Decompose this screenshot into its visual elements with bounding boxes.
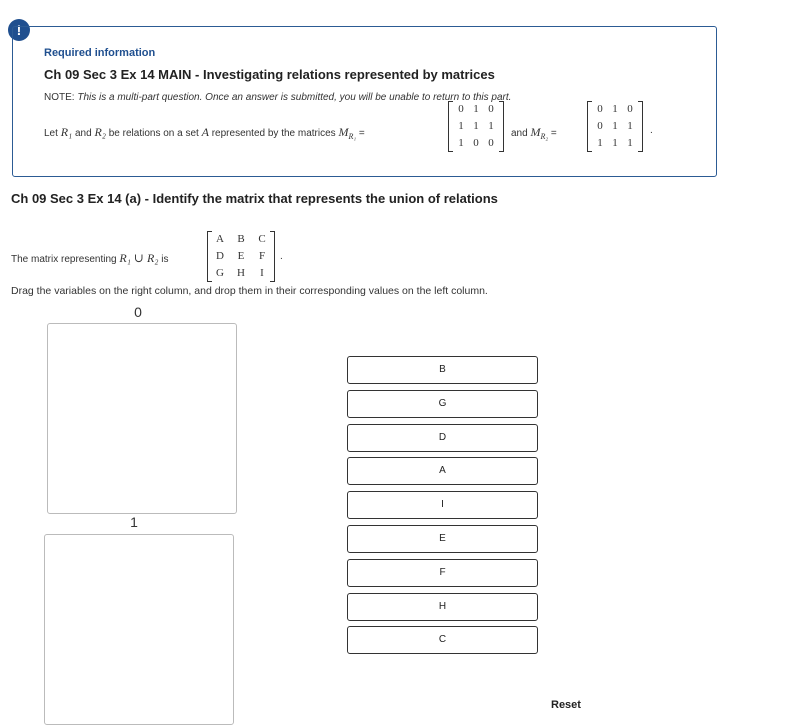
matrix_r1-cell: 0: [458, 103, 464, 115]
drag-tile-e[interactable]: E: [347, 525, 538, 553]
drag-tile-g[interactable]: G: [347, 390, 538, 418]
drop-label-1: 1: [130, 514, 138, 530]
answer-cell: B: [237, 233, 245, 245]
matrix_r2-row: [587, 101, 643, 118]
matrix_r1-cell: 0: [488, 103, 494, 115]
answer-cell: H: [237, 267, 245, 279]
drag-tile-a[interactable]: A: [347, 457, 538, 485]
note-text: [44, 92, 511, 103]
answer-cell: D: [216, 250, 224, 262]
answer-matrix: [207, 231, 275, 282]
part-a-heading: Ch 09 Sec 3 Ex 14 (a) - Identify the matrix that represents the union of relations: [11, 191, 498, 206]
matrix_r2-row: [587, 135, 643, 152]
matrix_r1-cell: 0: [473, 137, 479, 149]
matrix_r1-cell: 1: [473, 103, 479, 115]
matrix_r2-cell: 0: [627, 103, 633, 115]
note-prefix: NOTE:: [44, 92, 75, 103]
answer-cell: F: [258, 250, 266, 262]
matrix_r1-cell: 1: [488, 120, 494, 132]
drag-tile-i[interactable]: I: [347, 491, 538, 519]
matrix_r1-cell: 0: [488, 137, 494, 149]
matrix_r2-cell: 1: [612, 120, 618, 132]
alert-icon: !: [8, 19, 30, 41]
drop-zone-0[interactable]: [47, 323, 237, 514]
relations-statement: Let R₁ and R₂ be relations on a set A represented by the matrices $M_{R_1}$ =: [44, 125, 365, 141]
union-statement: The matrix representing R₁ ∪ R₂ is: [11, 251, 169, 265]
answer-row: [207, 248, 275, 265]
required-info-box: [12, 26, 717, 177]
matrix-r1: [448, 101, 504, 152]
matrix_r2-cell: 1: [597, 137, 603, 149]
matrix_r1-row: [448, 118, 504, 135]
drop-label-0: 0: [134, 304, 142, 320]
matrix_r1-cell: 1: [458, 120, 464, 132]
drag-tile-b[interactable]: B: [347, 356, 538, 384]
relations-period: .: [650, 125, 653, 136]
reset-button[interactable]: Reset: [551, 699, 581, 711]
answer-cell: A: [216, 233, 224, 245]
answer-cell: C: [258, 233, 266, 245]
answer-row: [207, 231, 275, 248]
matrix-r2: [587, 101, 643, 152]
answer-cell: G: [216, 267, 224, 279]
drag-tile-f[interactable]: F: [347, 559, 538, 587]
drag-instructions: Drag the variables on the right column, and drop them in their corresponding values on the left column.: [11, 285, 488, 297]
answer-cell: E: [237, 250, 245, 262]
answer-cell: I: [260, 267, 264, 279]
drag-tile-c[interactable]: C: [347, 626, 538, 654]
and-mr2-label: and $M_{R_2}$ =: [511, 125, 557, 141]
note-body: This is a multi-part question. Once an answer is submitted, you will be unable to return to this part.: [77, 92, 512, 103]
matrix_r2-cell: 1: [612, 103, 618, 115]
matrix_r2-cell: 0: [597, 120, 603, 132]
matrix_r2-cell: 1: [612, 137, 618, 149]
matrix_r1-row: [448, 101, 504, 118]
matrix_r2-row: [587, 118, 643, 135]
answer-row: [207, 265, 275, 282]
matrix_r1-cell: 1: [473, 120, 479, 132]
drag-tile-h[interactable]: H: [347, 593, 538, 621]
matrix_r2-cell: 1: [627, 137, 633, 149]
required-information-label: Required information: [44, 47, 156, 59]
union-period: .: [280, 251, 283, 262]
matrix_r1-cell: 1: [458, 137, 464, 149]
matrix_r2-cell: 1: [627, 120, 633, 132]
matrix_r2-cell: 0: [597, 103, 603, 115]
question-title: Ch 09 Sec 3 Ex 14 MAIN - Investigating relations represented by matrices: [44, 67, 495, 82]
drag-tile-d[interactable]: D: [347, 424, 538, 452]
matrix_r1-row: [448, 135, 504, 152]
drop-zone-1[interactable]: [44, 534, 234, 725]
